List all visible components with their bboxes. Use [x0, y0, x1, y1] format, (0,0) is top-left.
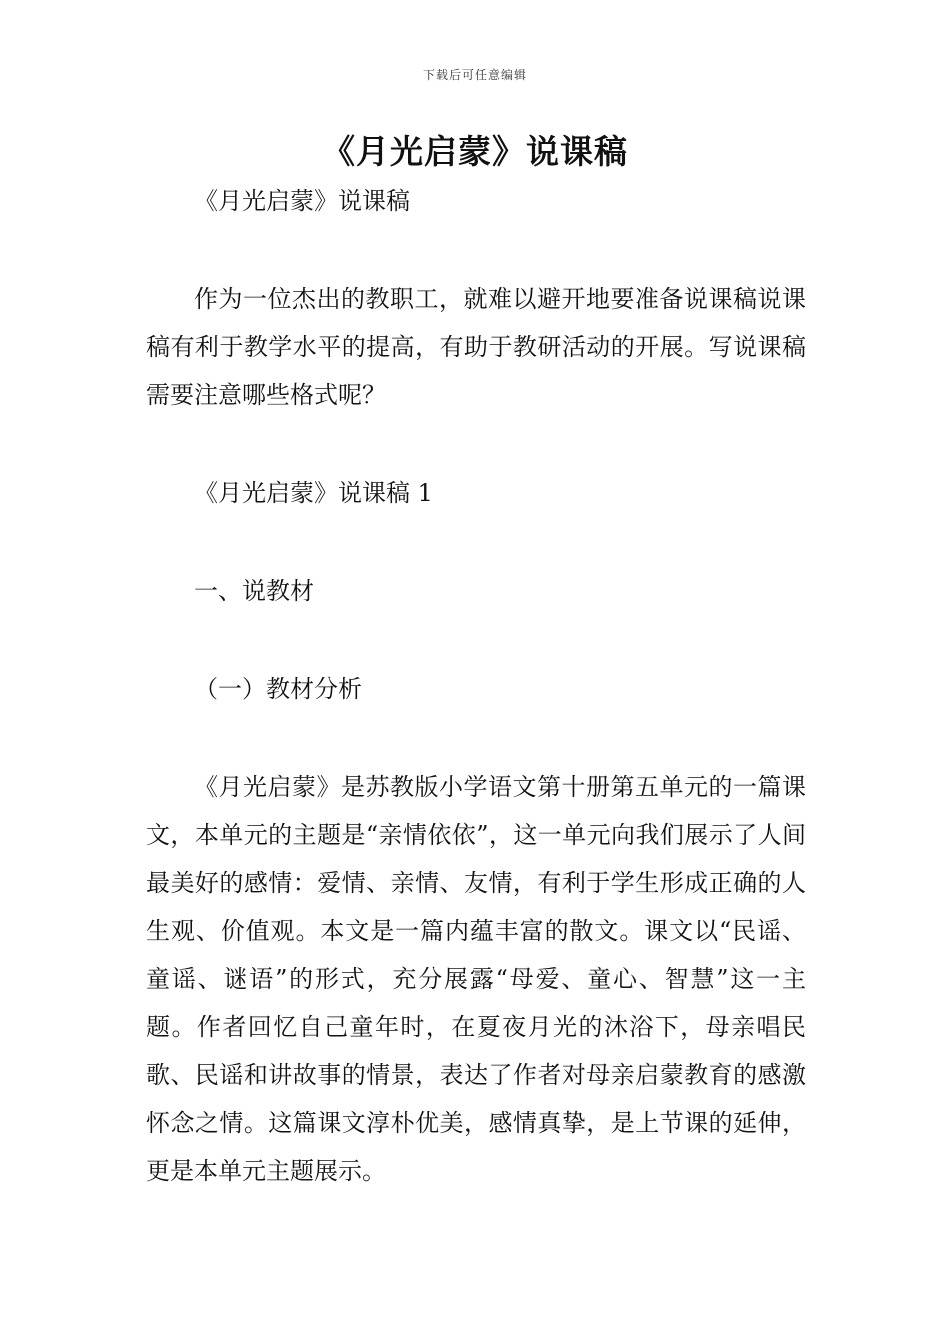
- paragraph-spacer: [146, 419, 806, 469]
- document-title: 《月光启蒙》说课稿: [322, 132, 628, 171]
- document-body: [146, 177, 806, 1195]
- analysis-paragraph: 《月光启蒙》是苏教版小学语文第十册第五单元的一篇课文，本单元的主题是“亲情依依”，这一单元向我们展示了人间最美好的感情：爱情、亲情、友情，有利于学生形成正确的人生观、价值观。本文是一篇内蕴丰富的散文。课文以“民谣、童谣、谜语”的形式，充分展露“母爱、童心、智慧”这一主题。作者回忆自己童年时，在夏夜月光的沐浴下，母亲唱民歌、民谣和讲故事的情景，表达了作者对母亲启蒙教育的感激怀念之情。这篇课文淳朴优美，感情真挚，是上节课的延伸，更是本单元主题展示。: [146, 773, 806, 1185]
- heading-material-analysis: （一）教材分析: [194, 675, 362, 703]
- paragraph-spacer: [146, 517, 806, 567]
- paragraph-spacer: [146, 713, 806, 763]
- paragraph-spacer: [146, 225, 806, 275]
- paragraph-spacer: [146, 615, 806, 665]
- header-note: 下载后可任意编辑: [422, 68, 527, 82]
- heading-teaching-material: 一、说教材: [194, 577, 314, 605]
- subtitle-paragraph: 《月光启蒙》说课稿: [194, 187, 410, 215]
- intro-paragraph: 作为一位杰出的教职工，就难以避开地要准备说课稿说课稿有利于教学水平的提高，有助于教研活动的开展。写说课稿需要注意哪些格式呢？: [146, 285, 806, 409]
- section-title-paragraph: 《月光启蒙》说课稿 1: [194, 479, 433, 507]
